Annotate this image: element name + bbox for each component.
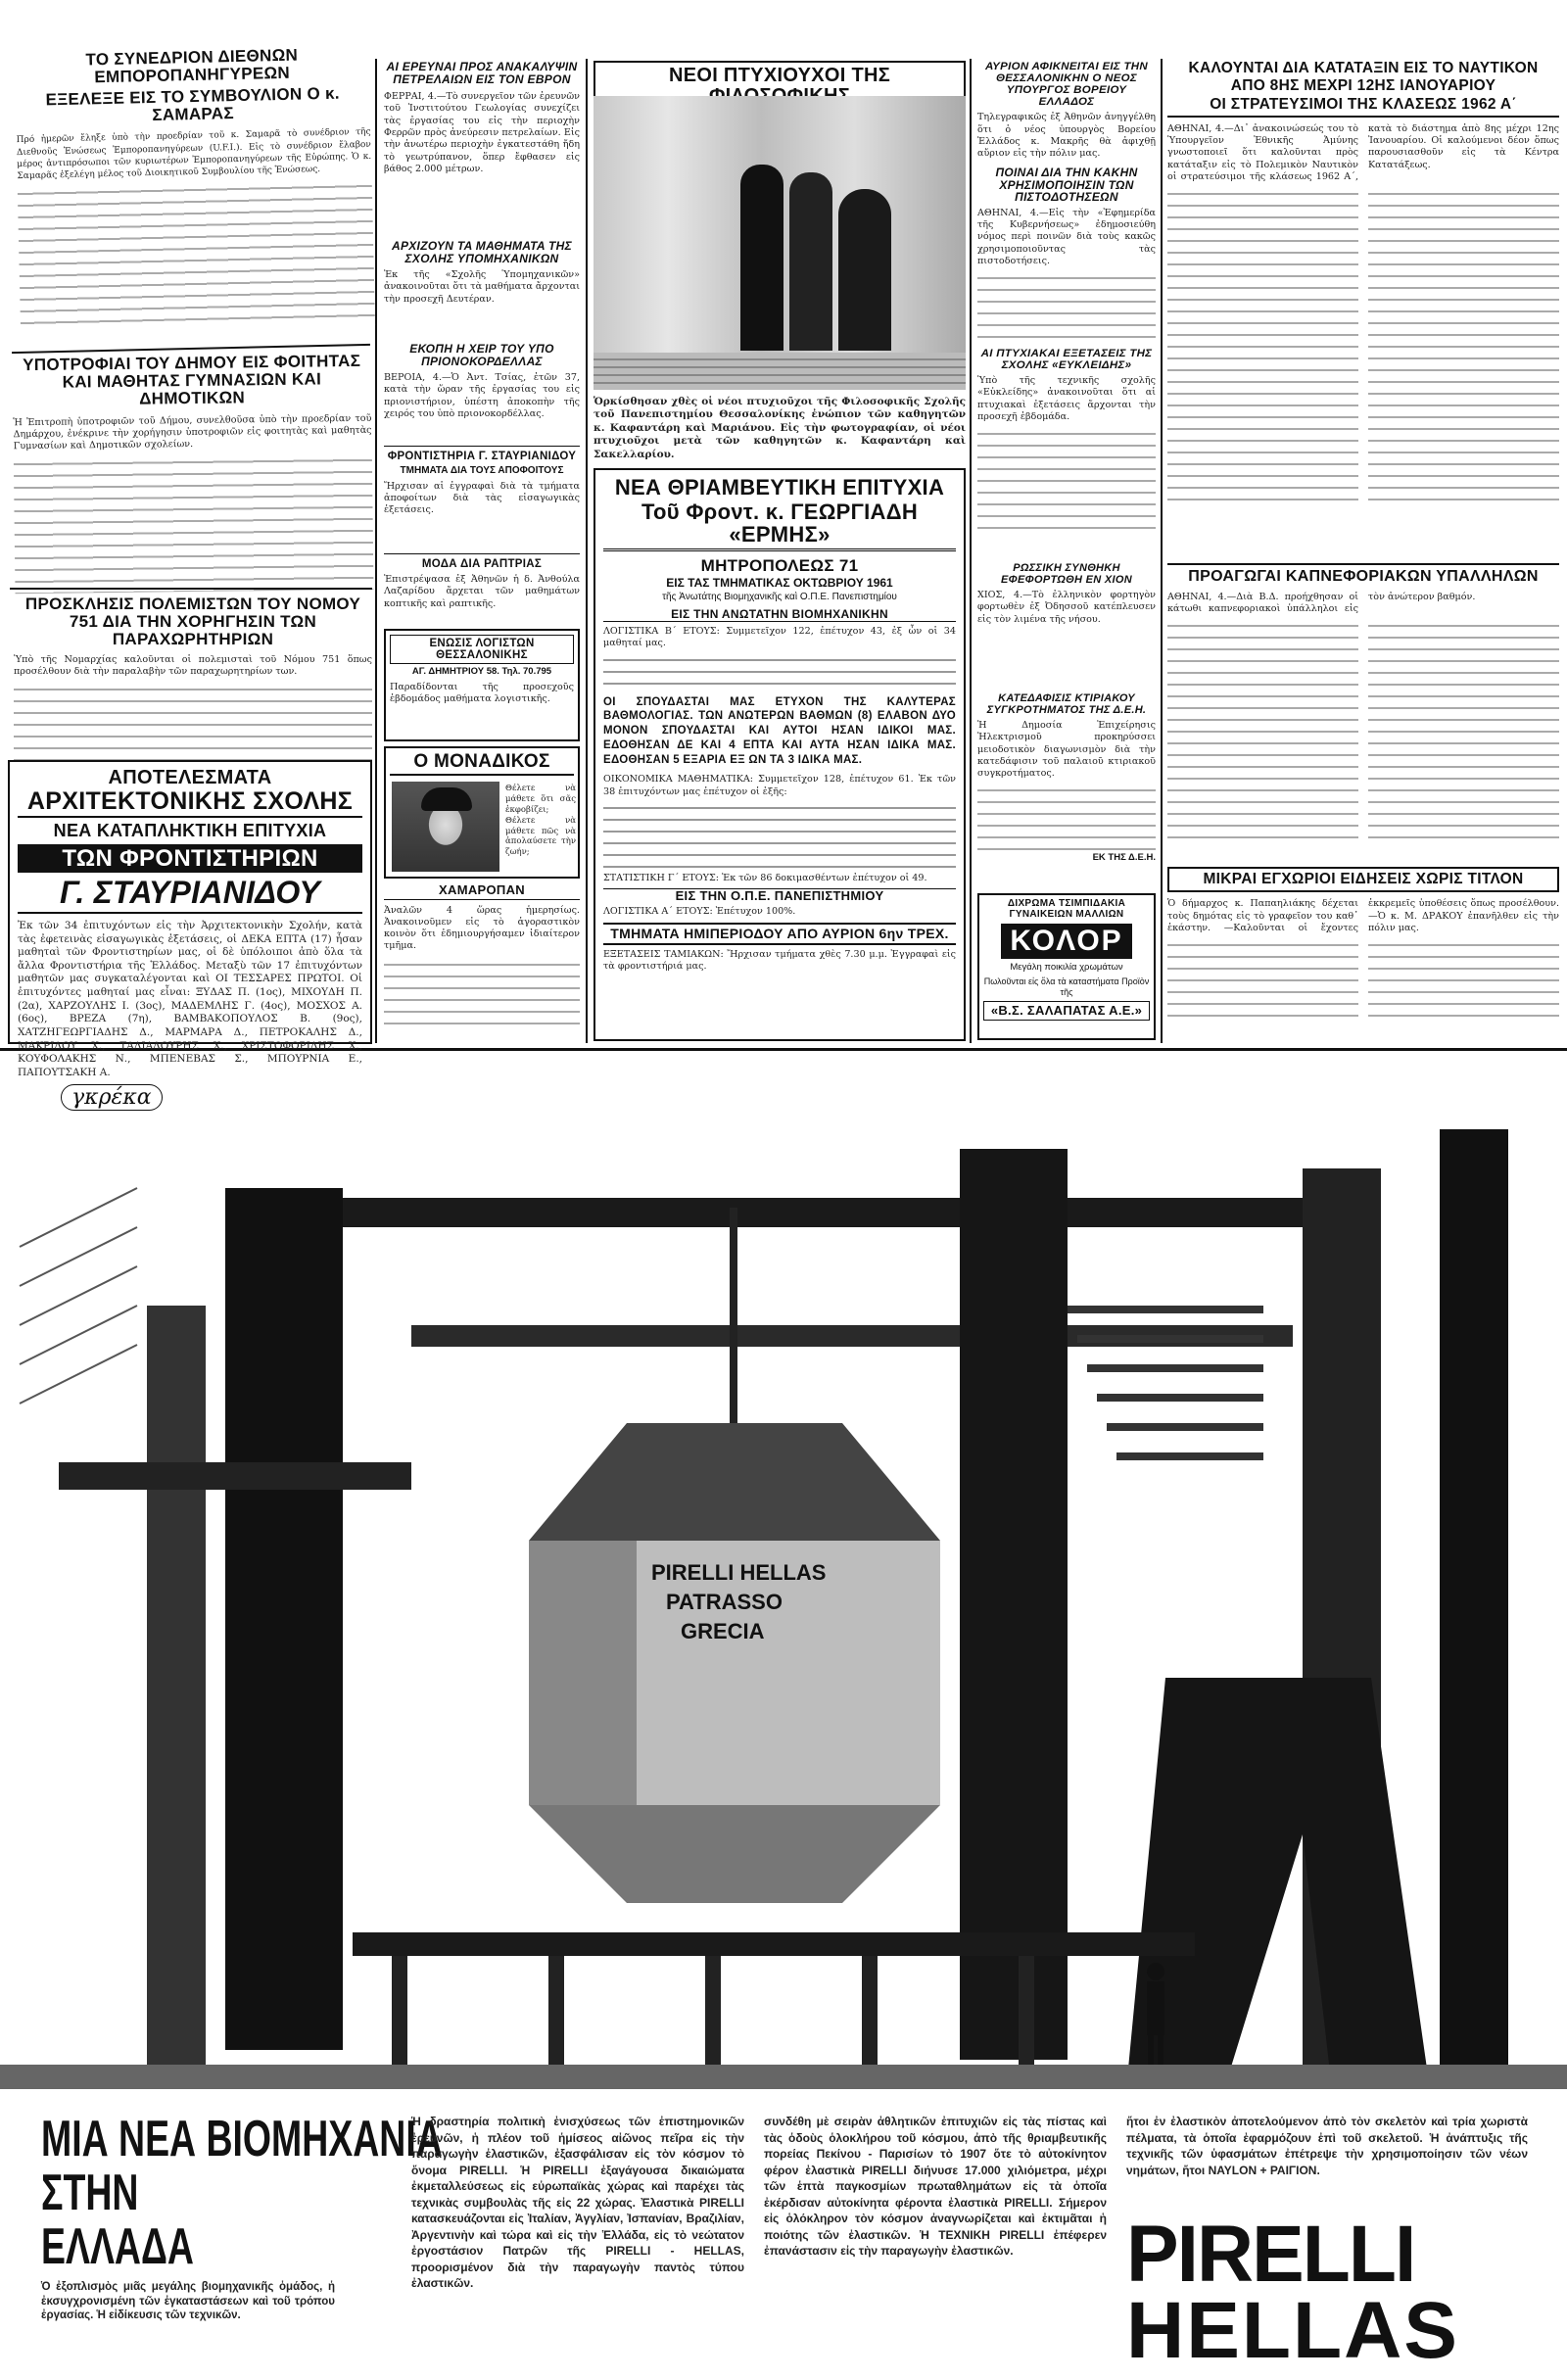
col2-rule-2 [384,553,580,554]
top-divider-2 [586,59,588,1043]
factory-leg-1 [392,1956,407,2073]
col2-text-1: ΦΕΡΡΑΙ, 4.—Τὸ συνεργεῖον τῶν ἐρευνῶν τοῦ Ἰνστιτούτου Γεωλογίας συνεχίζει τὰς ἐργασίας του εἰς τὴν περιοχὴν Φερρῶν πρὸς ἀνεύρεσιν πετρελαίων. Εἰς τὴν ἀνωτέρω περιοχὴν ἐγκατεστάθη ἤδη τὸ γεωτρύπανον, ὅπερ ἔφθασεν εἰς βάθος 2.000 μέτρων. [384,91,580,174]
factory-leg-2 [548,1956,564,2073]
pirelli-headline-1: ΜΙΑ ΝΕΑ ΒΙΟΜΗΧΑΝΙΑ [41,2111,443,2167]
col2-rule-1 [384,446,580,447]
col5-headline-1: ΚΑΛΟΥΝΤΑΙ ΔΙΑ ΚΑΤΑΤΑΞΙΝ ΕΙΣ ΤΟ ΝΑΥΤΙΚΟΝ [1188,60,1539,76]
col3-ad-text-10: ΣΤΑΤΙΣΤΙΚΗ Γ΄ ΕΤΟΥΣ: Ἐκ τῶν 86 δοκιμασθέντων ἐπέτυχον οἱ 49. [603,872,927,883]
col4-text-4: ΧΙΟΣ, 4.—Τὸ ἐλληνικὸν φορτηγὸν φορτωθὲν ἐξ Ὀδησσοῦ κατέπλευσεν εἰς τὸν λιμένα τῆς νήσου. [977,590,1156,625]
pirelli-signature: γκρέκα [61,1084,163,1111]
col4-ad-text-4: Πωλοῦνται εἰς ὅλα τὰ καταστήματα Προϊὸν τῆς [983,976,1150,997]
col2-article-3 [384,343,580,441]
col5-text-2-filler [1167,618,1559,843]
col1-headline-2: ΥΠΟΤΡΟΦΙΑΙ ΤΟΥ ΔΗΜΟΥ ΕΙΣ ΦΟΙΤΗΤΑΣ ΚΑΙ ΜΑΘΗΤΑΣ ΓΥΜΝΑΣΙΩΝ ΚΑΙ ΔΗΜΟΤΙΚΩΝ [23,351,361,408]
col5-headline-2: ΠΡΟΑΓΩΓΑΙ ΚΑΠΝΕΦΟΡΙΑΚΩΝ ΥΠΑΛΛΗΛΩΝ [1167,563,1559,586]
pirelli-logo-text-2: HELLAS [1126,2285,1459,2375]
col2-ad-hamaropan [384,883,580,1040]
pirelli-intro: Ὁ ἐξοπλισμὸς μιᾶς μεγάλης βιομηχανικῆς ὁμάδος, ἡ ἐκσυγχρονισμένη τῶν ἐγκαταστάσεων καὶ τοῦ τρόπου ἐργασίας. Ἡ εἰδίκευσις τῶν τεχνικῶν. [41,2281,335,2322]
col3-photo-figure-2 [789,172,832,351]
col4-article-2 [977,167,1156,343]
col1-ad-title-4: ΤΩΝ ΦΡΟΝΤΙΣΤΗΡΙΩΝ [18,844,362,873]
col3-ad-title-3: ΜΗΤΡΟΠΟΛΕΩΣ 71 [700,556,859,576]
col5-article-2 [1167,563,1559,857]
col5-text-3-filler [1167,937,1559,1025]
col3-ad-ermis [594,468,966,1041]
col4-text-3-filler [977,426,1156,534]
factory-vessel-label-2: PATRASSO [666,1590,783,1614]
col3-photo-figure-1 [740,165,784,351]
col4-article-1 [977,61,1156,164]
factory-top-beam-1 [343,1198,1322,1227]
col4-headline-5: ΚΑΤΕΔΑΦΙΣΙΣ ΚΤΙΡΙΑΚΟΥ ΣΥΓΚΡΟΤΗΜΑΤΟΣ ΤΗΣ Δ.Ε.Η. [986,692,1147,716]
col3-ad-list-1 [603,652,956,691]
pirelli-factory-illustration [0,1129,1567,2089]
factory-leg-4 [862,1956,878,2073]
factory-left-column [225,1188,343,2050]
col4-headline-3: ΑΙ ΠΤΥΧΙΑΚΑΙ ΕΞΕΤΑΣΕΙΣ ΤΗΣ ΣΧΟΛΗΣ «ΕΥΚΛΕΙΔΗΣ» [980,348,1153,372]
factory-vessel-label-3: GRECIA [681,1619,765,1643]
col3-photo-steps [594,353,966,390]
col1-ad-text: Ἐκ τῶν 34 ἐπιτυχόντων εἰς τὴν Ἀρχιτεκτονικὴν Σχολήν, κατὰ τὰς ἐφετεινὰς εἰσαγωγικὰς ἐξετάσεις, οἱ ΔΕΚΑ ΕΠΤΑ (17) ἦσαν μαθηταὶ τῶν Φροντιστηρίων μας, οἱ δὲ ὑπόλοιποι ἀπὸ ὅλα τὰ ἄλλα Φροντιστήρια τῆς Ἑλλάδος. Μεταξὺ τῶν 17 ἐπιτυχόντων μαθητῶν μας συγκαταλέγονται καὶ ΟΙ ΤΕΣΣΑΡΕΣ ΠΡΩΤΟΙ. Οἱ ἐπιτυχόντες μαθηταί μας εἶναι: ΞΥΔΑΣ Π. (1ος), ΜΙΧΟΥΔΗ Π. (2α), ΧΑΡΖΟΥΛΗΣ Ι. (3ος), ΜΑΔΕΜΛΗΣ Γ. (4ος), ΜΟΣΧΟΣ Α. (6ος), ΒΡΕΖΑ (7η), ΒΑΜΒΑΚΟΠΟΥΛΟΣ Β. (9ος), ΧΑΤΖΗΓΕΩΡΓΙΑΔΗΣ Δ., ΜΑΡΜΑΡΑ Δ., ΠΕΤΡΟΚΑΛΗΣ Δ., ΜΑΚΡΙΔΟΥ Χ., ΤΑΛΙΑΔΟΥΡΗΣ Χ., ΧΡΙΣΤΟΦΟΡΙΔΗΣ Χ., ΚΟΥΦΟΛΑΚΗΣ Ν., ΜΠΕΝΕΒΑΣ Σ., ΜΠΟΥΡΝΙΑ Ε., ΠΑΠΟΥΤΣΑΚΗ Α. [18,919,362,1078]
col2-text-8: Ἀναλῶν 4 ὥρας ἡμερησίως. Ἀνακοινοῦμεν εἰς τὸ ἀγοραστικὸν κοινὸν ὅτι ἐδημιουργήσαμεν ἰδιαίτερον τμῆμα. [384,904,580,952]
pirelli-body-col-1: Ἡ δραστηρία πολιτικὴ ἐνισχύσεως τῶν ἐπιστημονικῶν ἐρευνῶν, ἡ πλέον τοῦ ἡμίσεος αἰῶνος πεῖρα εἰς τὴν παραγωγὴν ἐλαστικῶν, ἐξασφάλισαν εἰς τὸν κόσμον τὸ ὄνομα PIRELLI. Ἡ PIRELLI ἐξαγάγουσα δικαιώματα ἐκμεταλλεύσεως εἰς εὐρωπαϊκὰς χώρας καὶ παρέχει τὰς τεχνικὰς συμβουλὰς τῆς εἰς 22 χώρας. Ἐλαστικὰ PIRELLI κατασκευάζονται εἰς Ἰταλίαν, Ἀγγλίαν, Ἰσπανίαν, Βραζιλίαν, Ἀργεντινὴν καὶ τώρα καὶ εἰς τὴν Ἑλλάδα, εἰς τὸ νεώτατον ἐργοστάσιον Πατρῶν τῆς PIRELLI - HELLAS, προορισμένον διὰ τὴν παραγωγὴν παντὸς τύπου ἐλαστικῶν. [411,2115,744,2291]
col4-ad-title-2: ΚΟΛΟΡ [1001,924,1132,959]
col2-text-6b: Παραδίδονται τῆς προσεχοῦς ἑβδομάδος μαθήματα λογιστικῆς. [390,682,574,705]
col2-headline-4: ΦΡΟΝΤΙΣΤΗΡΙΑ Γ. ΣΤΑΥΡΙΑΝΙΔΟΥ [387,451,577,462]
col1-headline-1b: ΕΞΕΛΕΞΕ ΕΙΣ ΤΟ ΣΥΜΒΟΥΛΙΟΝ Ο κ. ΣΑΜΑΡΑΣ [45,83,341,124]
col1-article-2 [13,353,374,587]
factory-left-beam [59,1462,411,1490]
col1-headline-3: ΠΡΟΣΚΛΗΣΙΣ ΠΟΛΕΜΙΣΤΩΝ ΤΟΥ ΝΟΜΟΥ 751 ΔΙΑ ΤΗΝ ΧΟΡΗΓΗΣΙΝ ΤΩΝ ΠΑΡΑΧΩΡΗΤΗΡΙΩΝ [24,595,361,648]
col5-text-3: Ὁ δήμαρχος κ. Παπαηλιάκης δέχεται τοὺς δημότας εἰς τὸ γραφεῖον του καθ᾿ ἑκάστην. —Καλοῦνται οἱ ἔχοντες ἐκκρεμεῖς ὑποθέσεις ὅπως προσέλθουν. —Ὁ κ. Μ. ΔΡΑΚΟΥ ἐπανῆλθεν εἰς τὴν πόλιν μας. [1167,898,1559,933]
col1-article-3 [14,595,372,752]
col2-headline-8: ΧΑΜΑΡΟΠΑΝ [384,883,580,900]
pirelli-headline-2: ΣΤΗΝ [41,2165,139,2221]
col3-ad-list-2 [603,800,956,869]
col2-headline-1: ΑΙ ΕΡΕΥΝΑΙ ΠΡΟΣ ΑΝΑΚΑΛΥΨΙΝ ΠΕΤΡΕΛΑΙΩΝ ΕΙΣ ΤΟΝ ΕΒΡΟΝ [386,60,578,86]
col3-photo-article [594,61,966,462]
col2-text-5: Ἐπιστρέψασα ἐξ Ἀθηνῶν ἡ δ. Ἀνθούλα Λαζαρίδου ἄρχεται τῶν μαθημάτων κοπτικῆς καὶ ραπτικῆς. [384,574,580,609]
factory-leg-3 [705,1956,721,2073]
pirelli-logo-text-1: PIRELLI [1126,2210,1415,2299]
top-divider-4 [1161,59,1163,1043]
col2-headline-2: ΑΡΧΙΖΟΥΝ ΤΑ ΜΑΘΗΜΑΤΑ ΤΗΣ ΣΧΟΛΗΣ ΥΠΟΜΗΧΑΝΙΚΩΝ [391,239,572,265]
factory-vessel-label-1: PIRELLI HELLAS [651,1560,827,1585]
col5-headline-3: ΜΙΚΡΑΙ ΕΓΧΩΡΙΟΙ ΕΙΔΗΣΕΙΣ ΧΩΡΙΣ ΤΙΤΛΟΝ [1167,867,1559,892]
col1-text-3-filler [14,682,372,770]
col2-ad-3 [384,629,580,741]
factory-leg-5 [1019,1956,1034,2073]
col4-ad-text-3: Μεγάλη ποικιλία χρωμάτων [1010,961,1123,973]
col1-ad-title-2: ΑΡΧΙΤΕΚΤΟΝΙΚΗΣ ΣΧΟΛΗΣ [18,788,362,818]
col5-text-1: ΑΘΗΝΑΙ, 4.—Δι᾿ ἀνακοινώσεώς του τὸ Ὑπουργεῖον Ἐθνικῆς Ἀμύνης γνωστοποιεῖ ὅτι καλοῦνται πρὸς κατάταξιν εἰς τὸ Πολεμικὸν Ναυτικὸν οἱ στρατεύσιμοι τῆς κλάσεως 1962 Α΄, κατὰ τὸ διάστημα ἀπὸ 8ης μέχρι 12ης Ἰανουαρίου. Οἱ καλούμενοι δέον ὅπως παρουσιασθοῦν εἰς τὰ Κέντρα Κατατάξεως. [1167,122,1559,182]
col4-ad-title-1: ΔΙΧΡΩΜΑ ΤΣΙΜΠΙΔΑΚΙΑ ΓΥΝΑΙΚΕΙΩΝ ΜΑΛΛΙΩΝ [1007,898,1126,920]
factory-vessel-chain [730,1208,737,1423]
col4-text-5: Ἡ Δημοσία Ἐπιχείρησις Ἠλεκτρισμοῦ προκηρύσσει μειοδοτικὸν διαγωνισμὸν διὰ τὴν κατεδάφισιν τοῦ παλαιοῦ κτιριακοῦ συγκροτήματος. [977,720,1156,780]
col1-article-1 [15,45,376,347]
col3-ad-title-2: Τοῦ Φροντ. κ. ΓΕΩΡΓΙΑΔΗ «ΕΡΜΗΣ» [603,500,956,551]
pirelli-body-col-2: συνδέθη μὲ σειρὰν ἀθλητικῶν ἐπιτυχιῶν εἰς τὰς πίστας καὶ τὰς ὁδοὺς ὁλοκλήρου τοῦ κόσμου, ἀπὸ τῆς θριαμβευτικῆς πορείας Πεκίνου - Παρισίων τὸ 1907 ὅτε τὸ αὐτοκίνητον φέρον ἐλαστικὰ PIRELLI διήνυσε 17.000 χιλιόμετρα, μέχρι τῶν ἑπτὰ παγκοσμίων πρωταθλημάτων εἰς τὰ ὁποῖα ἐκέρδισαν αὐτοκίνητα φέροντα ἐλαστικὰ PIRELLI. Σήμερον εἰς ὁλόκληρον τὸν κόσμον ἀναγνωρίζεται καὶ ἐκτιμᾶται ἡ ποιότης τῶν ἐλαστικῶν. Ἡ ΤΕΧΝΙΚΗ PIRELLI ἐπέφερεν ἐπανάστασιν εἰς τὴν παραγωγὴν ἐλαστικῶν. [764,2115,1107,2259]
top-divider-1 [375,59,377,1043]
col3-ad-title-4: ΕΙΣ ΤΑΣ ΤΜΗΜΑΤΙΚΑΣ ΟΚΤΩΒΡΙΟΥ 1961 [666,576,893,591]
col3-ad-text-12: ΛΟΓΙΣΤΙΚΑ Α΄ ΕΤΟΥΣ: Ἐπέτυχον 100%. [603,905,796,917]
col3-ad-text-9: ΟΙΚΟΝΟΜΙΚΑ ΜΑΘΗΜΑΤΙΚΑ: Συμμετεῖχον 128, ἐπέτυχον 61. Ἐκ τῶν 38 ἐπιτυχόντων μας ἐπέτυχον οἱ ἑξῆς: [603,774,956,797]
col1-text-2-filler [14,452,374,594]
factory-left-column-2 [147,1306,206,2070]
col1-text-1: Πρό ἡμερῶν ἔληξε ὑπὸ τὴν προεδρίαν τοῦ κ. Σαμαρᾶ τὸ συνέδριον τῆς Διεθνοῦς Ἑνώσεως Ἐμποροπανηγύρεων (U.F.I.). Εἰς τὸ συνέδριον ἔλαβον μέρος ἀντιπρόσωποι τῶν κυριωτέρων Ἐμποροπανηγύρεων τῆς Εὐρώπης. Ὁ κ. Σαμαρᾶς ἐξελέγη μέλος τοῦ Διοικητικοῦ Συμβουλίου τῆς Ἑνώσεως. [16,127,372,181]
col2-text-8-filler [384,957,580,1025]
col4-article-4 [977,563,1156,690]
col2-headline-3: ΕΚΟΠΗ Η ΧΕΙΡ ΤΟΥ ΥΠΟ ΠΡΙΟΝΟΚΟΡΔΕΛΛΑΣ [409,342,554,368]
col3-ad-title-1: ΝΕΑ ΘΡΙΑΜΒΕΥΤΙΚΗ ΕΠΙΤΥΧΙΑ [614,475,945,500]
col4-text-2: ΑΘΗΝΑΙ, 4.—Εἰς τὴν «Ἐφημερίδα τῆς Κυβερνήσεως» ἐδημοσιεύθη νόμος περὶ ποινῶν διὰ τοὺς κακῶς χρησιμοποιοῦντας τὰς πιστοδοτήσεις. [977,207,1156,266]
col4-text-2-filler [977,270,1156,339]
col2-headline-7: Ο ΜΟΝΑΔΙΚΟΣ [390,752,574,776]
col2-ad-monadikos [384,746,580,879]
col3-photo-figure-3 [838,189,891,351]
col4-headline-4: ΡΩΣΣΙΚΗ ΣΥΝΘΗΚΗ ΕΦΕΦΟΡΤΩΘΗ ΕΝ ΧΙΟΝ [1001,562,1132,586]
col4-headline-1: ΑΥΡΙΟΝ ΑΦΙΚΝΕΙΤΑΙ ΕΙΣ ΤΗΝ ΘΕΣΣΑΛΟΝΙΚΗΝ Ο ΝΕΟΣ ΥΠΟΥΡΓΟΣ ΒΟΡΕΙΟΥ ΕΛΛΑΔΟΣ [984,61,1149,109]
col1-ad-title-1: ΑΠΟΤΕΛΕΣΜΑΤΑ [108,767,272,788]
col1-text-1-filler [18,178,375,333]
col4-text-1: Τηλεγραφικῶς ἐξ Ἀθηνῶν ἀνηγγέλθη ὅτι ὁ νέος ὑπουργὸς Βορείου Ἑλλάδος κ. Μακρῆς θὰ ἀφιχθῇ αὔριον εἰς τὴν πόλιν μας. [977,112,1156,160]
col1-ad-title-5: Γ. ΣΤΑΥΡΙΑΝΙΔΟΥ [18,877,362,914]
col3-ad-title-6: ΕΙΣ ΤΗΝ ΑΝΩΤΑΤΗΝ ΒΙΟΜΗΧΑΝΙΚΗΝ [603,608,956,622]
col4-headline-2: ΠΟΙΝΑΙ ΔΙΑ ΤΗΝ ΚΑΚΗΝ ΧΡΗΣΙΜΟΠΟΙΗΣΙΝ ΤΩΝ ΠΙΣΤΟΔΟΤΗΣΕΩΝ [995,166,1138,205]
col1-ad-architecture [8,760,372,1078]
col3-ad-text-14: ΕΞΕΤΑΣΕΙΣ ΤΑΜΙΑΚΩΝ: Ἤρχισαν τμήματα χθὲς 7.30 μ.μ. Ἐγγραφαὶ εἰς τὰ φροντιστήριά μας. [603,948,956,972]
col2-text-6: ΑΓ. ΔΗΜΗΤΡΙΟΥ 58. Τηλ. 70.795 [411,666,552,678]
col5-article-1 [1167,61,1559,550]
col2-portrait-hair [421,787,472,811]
col5-headline-1c: ΟΙ ΣΤΡΑΤΕΥΣΙΜΟΙ ΤΗΣ ΚΛΑΣΕΩΣ 1962 Α΄ [1167,97,1559,118]
col3-ad-title-11: ΕΙΣ ΤΗΝ Ο.Π.Ε. ΠΑΝΕΠΙΣΤΗΜΙΟΥ [603,888,956,903]
factory-right-column-2 [1440,1129,1508,2089]
col3-ad-title-13: ΤΜΗΜΑΤΑ ΗΜΙΠΕΡΙΟΔΟΥ ΑΠΟ ΑΥΡΙΟΝ 6ην ΤΡΕΧ. [603,923,956,945]
col2-ad-2 [384,558,580,627]
col4-article-3 [977,348,1156,558]
col3-ad-text-7: ΛΟΓΙΣΤΙΚΑ Β΄ ΕΤΟΥΣ: Συμμετεῖχον 122, ἐπέτυχον 43, ἐξ ὧν οἱ 34 μαθηταί μας. [603,626,956,649]
col2-article-2 [384,240,580,338]
pirelli-body-col-3: ἤτοι ἐν ἐλαστικὸν ἀποτελούμενον ἀπὸ τὸν σκελετὸν καὶ τρία χωριστὰ πέλματα, τὰ ὁποῖα ἐφαρμόζουν ἐπὶ τοῦ σκελετοῦ. Ἡ ἀνάπτυξις τῆς τεχνικῆς τῶν ὑφασμάτων ἐπέτρεψε τὴν χρησιμοποίησιν τῶν νέων νημάτων, ἤτοι NAYLON + ΡΑΙΓΙΟΝ. [1126,2115,1528,2177]
col2-text-2: Ἐκ τῆς «Σχολῆς Ὑπομηχανικῶν» ἀνακοινοῦται ὅτι τὰ μαθήματα ἄρχονται τὴν προσεχῆ Δευτέραν. [384,269,580,305]
col4-ad-kolor [977,893,1156,1040]
col1-rule-2 [10,588,372,590]
col4-article-5 [977,693,1156,889]
col1-ad-title-3: ΝΕΑ ΚΑΤΑΠΛΗΚΤΙΚΗ ΕΠΙΤΥΧΙΑ [53,821,327,841]
col3-graduates-photo [594,96,966,390]
col2-subhead-4: ΤΜΗΜΑΤΑ ΔΙΑ ΤΟΥΣ ΑΠΟΦΟΙΤΟΥΣ [400,465,564,477]
col5-text-1-filler [1167,186,1559,509]
col4-text-5b: ΕΚ ΤΗΣ Δ.Ε.Η. [1092,852,1156,864]
factory-floor [0,2065,1567,2089]
col2-ad-1 [384,451,580,548]
col1-text-2: Ἡ Ἐπιτροπὴ ὑποτροφιῶν τοῦ Δήμου, συνελθοῦσα ὑπὸ τὴν προεδρίαν τοῦ Δημάρχου, ἐνέκρινε τὴν χορήγησιν ὑποτροφιῶν εἰς φοιτητὰς καὶ μαθητὰς Γυμνασίων καὶ Δημοτικῶν σχολείων. [13,412,372,452]
col3-ad-title-5: τῆς Ἀνωτάτης Βιομηχανικῆς καὶ Ο.Π.Ε. Πανεπιστημίου [662,591,897,602]
col5-text-2: ΑΘΗΝΑΙ, 4.—Διὰ Β.Δ. προήχθησαν οἱ κάτωθι καπνεφοριακοὶ ὑπάλληλοι εἰς τὸν ἀνώτερον βαθμόν. [1167,591,1476,615]
col4-text-5-filler [977,783,1156,851]
pirelli-logo [1126,2210,1547,2378]
col2-headline-6: ΕΝΩΣΙΣ ΛΟΓΙΣΤΩΝ ΘΕΣΣΑΛΟΝΙΚΗΣ [390,635,574,664]
col2-text-7: Θέλετε νὰ μάθετε ὅτι σᾶς ἐκφοβίζει; Θέλετε νὰ μάθετε πῶς νὰ ἀπολαύσετε τὴν ζωήν; [505,784,576,858]
col2-headline-5: ΜΟΔΑ ΔΙΑ ΡΑΠΤΡΙΑΣ [421,558,543,570]
col3-headline-1: ΝΕΟΙ ΠΤΥΧΙΟΥΧΟΙ ΤΗΣ [594,61,966,112]
factory-vessel-shade [529,1541,637,1805]
col2-article-1 [384,61,580,237]
factory-center-column [960,1149,1068,2060]
pirelli-headline-3: ΕΛΛΑΔΑ [41,2218,194,2275]
col4-ad-title-5: «Β.Σ. ΣΑΛΑΠΑΤΑΣ Α.Ε.» [983,1001,1150,1021]
col1-text-3: Ὑπὸ τῆς Νομαρχίας καλοῦνται οἱ πολεμισταὶ τοῦ Νόμου 751 ὅπως προσέλθουν διὰ τὴν παραλαβὴν τῶν παραχωρητηρίων των. [14,653,372,677]
col5-headline-1b: ΑΠΟ 8ΗΣ ΜΕΧΡΙ 12ΗΣ ΙΑΝΟΥΑΡΙΟΥ [1230,77,1496,95]
col5-article-3 [1167,867,1559,1041]
col3-ad-text-8: ΟΙ ΣΠΟΥΔΑΣΤΑΙ ΜΑΣ ΕΤΥΧΟΝ ΤΗΣ ΚΑΛΥΤΕΡΑΣ ΒΑΘΜΟΛΟΓΙΑΣ. ΤΩΝ ΑΝΩΤΕΡΩΝ ΒΑΘΜΩΝ (8) ΕΛΑΒΟΝ ΔΥΟ ΜΟΝΟΝ ΣΠΟΥΔΑΣΤΑΙ ΚΑΙ ΑΥΤΟΙ ΗΣΑΝ ΙΔΙΚΟΙ ΜΑΣ. ΕΔΟΘΗΣΑΝ ΔΕ ΚΑΙ 4 ΕΠΤΑ ΚΑΙ ΑΥΤΑ ΗΣΑΝ ΙΔΙΚΑ ΜΑΣ. ΕΔΟΘΗΣΑΝ 5 ΕΞΑΡΙΑ ΕΞ ΩΝ ΤΑ 3 ΙΔΙΚΑ ΜΑΣ. [603,695,956,767]
col1-headline-1: ΤΟ ΣΥΝΕΔΡΙΟΝ ΔΙΕΘΝΩΝ ΕΜΠΟΡΟΠΑΝΗΓΥΡΕΩΝ [85,45,299,87]
col2-text-3: ΒΕΡΟΙΑ, 4.—Ὁ Ἀντ. Τσίας, ἐτῶν 37, κατὰ τὴν ὥραν τῆς ἐργασίας του εἰς πριονιστήριον, ὑπέστη ἀποκοπὴν τῆς χειρός του ὑπὸ πριονοκορδέλλας. [384,372,580,419]
col4-text-3: Ὑπὸ τῆς τεχνικῆς σχολῆς «Εὐκλείδης» ἀνακοινοῦται ὅτι αἱ πτυχιακαὶ ἐξετάσεις ἄρχονται τὴν προσεχῆ ἑβδομάδα. [977,375,1156,422]
factory-platform [353,1932,1195,1956]
col2-portrait-photo [392,782,499,872]
top-divider-3 [970,59,972,1043]
col3-photo-caption: Ὁρκίσθησαν χθὲς οἱ νέοι πτυχιοῦχοι τῆς Φιλοσοφικῆς Σχολῆς τοῦ Πανεπιστημίου Θεσσαλονίκης ἐνώπιον τῶν καθηγητῶν κ. Καφαντάρη καὶ Μαριάνου. Εἰς τὴν φωτογραφίαν, οἱ νέοι πτυχιοῦχοι μετὰ τῶν καθηγητῶν κ. Καφαντάρη καὶ Σακελλαρίου. [594,396,966,460]
pirelli-ad [0,1051,1567,2380]
col2-text-4: Ἤρχισαν αἱ ἐγγραφαὶ διὰ τὰ τμήματα ἀποφοίτων διὰ τὰς εἰσαγωγικὰς ἐξετάσεις. [384,480,580,516]
